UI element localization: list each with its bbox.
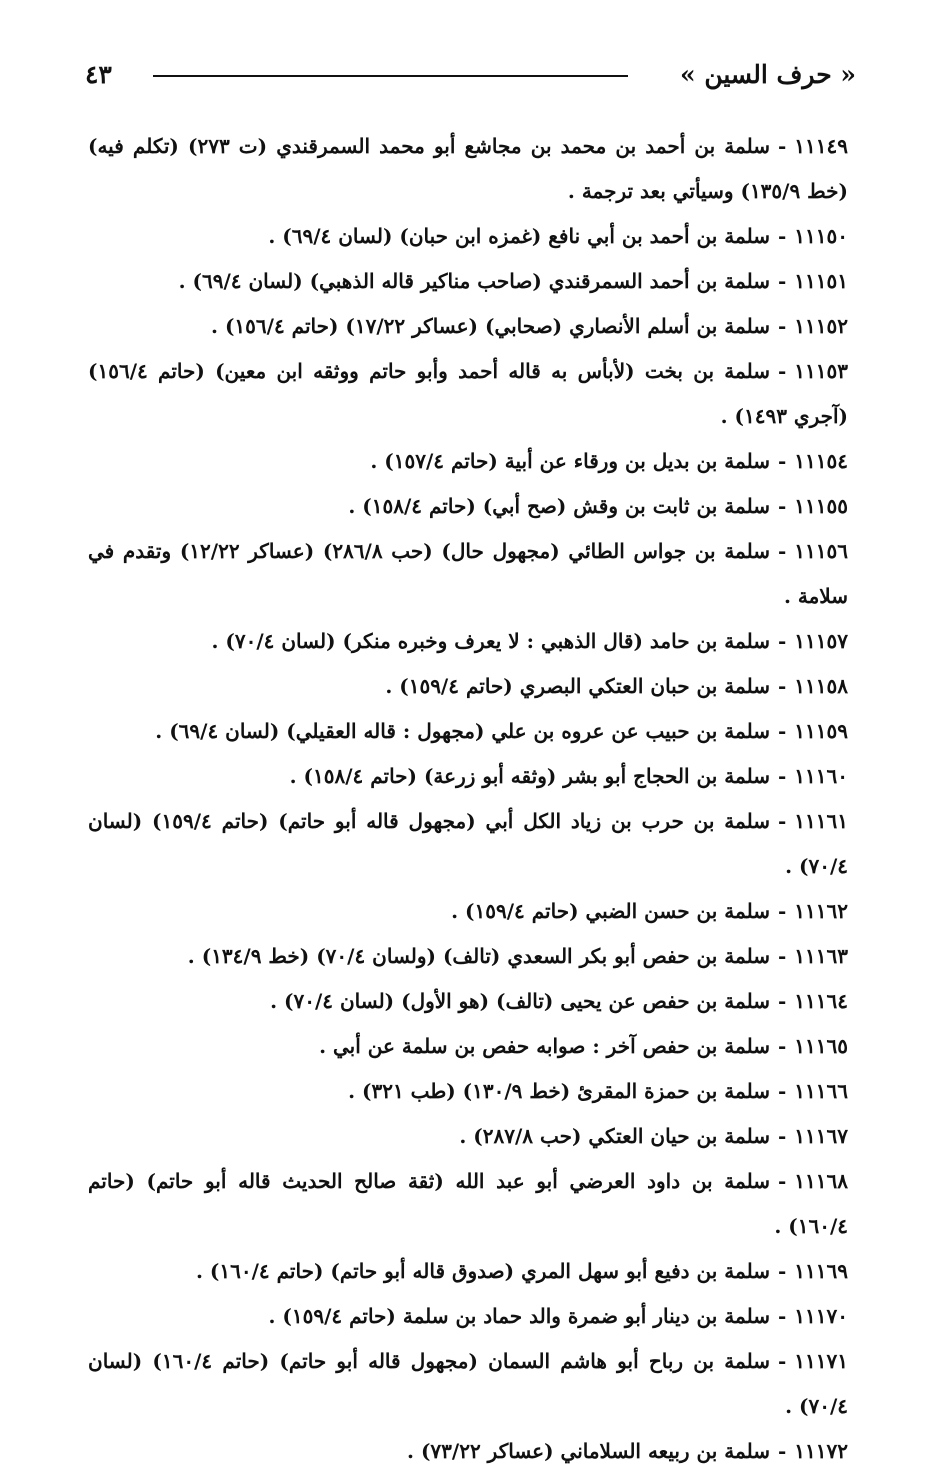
entry-number: ١١١٥٢ <box>794 314 848 338</box>
list-item <box>82 1249 848 1294</box>
list-item <box>82 709 848 754</box>
entry-dash: - <box>777 1439 787 1463</box>
list-item <box>82 214 848 259</box>
header-rule <box>153 75 628 77</box>
list-item <box>82 484 848 529</box>
entry-number: ١١١٦٤ <box>794 989 848 1013</box>
entry-number: ١١١٥٥ <box>794 494 848 518</box>
entry-dash: - <box>777 494 787 518</box>
entry-dash: - <box>777 719 787 743</box>
entry-text: سلمة بن دينار أبو ضمرة والد حماد بن سلمة (حاتم ١٥٩/٤) . <box>268 1304 770 1328</box>
list-item <box>82 349 848 439</box>
entry-text: سلمة بن حامد (قال الذهبي : لا يعرف وخبره منكر) (لسان ٧٠/٤) . <box>211 629 770 653</box>
entry-dash: - <box>777 1124 787 1148</box>
entry-number: ١١١٦٢ <box>794 899 848 923</box>
entry-number: ١١١٦١ <box>794 809 849 833</box>
list-item <box>82 1429 848 1474</box>
list-item <box>82 664 848 709</box>
entry-dash: - <box>777 269 787 293</box>
entry-number: ١١١٦٨ <box>794 1169 848 1193</box>
page-number: ٤٣ <box>85 60 112 89</box>
entry-dash: - <box>777 539 787 563</box>
entry-dash: - <box>777 944 787 968</box>
entry-dash: - <box>777 674 787 698</box>
entry-text: سلمة بن بديل بن ورقاء عن أبية (حاتم ١٥٧/٤) . <box>370 449 770 473</box>
entry-text: سلمة بن حفص أبو بكر السعدي (تالف) (ولسان ٧٠/٤) (خط ١٣٤/٩) . <box>187 944 770 968</box>
entry-number: ١١١٦٣ <box>794 944 848 968</box>
entry-dash: - <box>777 449 787 473</box>
entry-number: ١١١٥٤ <box>794 449 848 473</box>
entry-dash: - <box>777 1079 787 1103</box>
list-item <box>82 304 848 349</box>
list-item <box>82 754 848 799</box>
entry-number: ١١١٤٩ <box>794 134 848 158</box>
entry-dash: - <box>777 1304 787 1328</box>
entry-number: ١١١٧٢ <box>794 1439 848 1463</box>
entry-text: سلمة بن حيان العتكي (حب ٢٨٧/٨) . <box>459 1124 770 1148</box>
list-item <box>82 934 848 979</box>
entry-text: سلمة بن حبيب عن عروه بن علي (مجهول : قاله العقيلي) (لسان ٦٩/٤) . <box>155 719 770 743</box>
list-item <box>82 439 848 484</box>
entry-number: ١١١٦٦ <box>794 1079 848 1103</box>
entry-number: ١١١٥٧ <box>794 629 848 653</box>
entry-dash: - <box>777 899 787 923</box>
list-item <box>82 619 848 664</box>
list-item <box>82 1294 848 1339</box>
entry-number: ١١١٦٧ <box>794 1124 848 1148</box>
entry-text: سلمة بن بخت (لأبأس به قاله أحمد وأبو حاتم ووثقه ابن معين) (حاتم ١٥٦/٤) (آجري ١٤٩٣) . <box>88 359 848 428</box>
list-item <box>82 1069 848 1114</box>
list-item <box>82 529 848 619</box>
entry-number: ١١١٦٥ <box>794 1034 848 1058</box>
entry-text: سلمة بن حرب بن زياد الكل أبي (مجهول قاله أبو حاتم) (حاتم ١٥٩/٤) (لسان ٧٠/٤) . <box>88 809 848 878</box>
entry-text: سلمة بن ربيعه السلاماني (عساكر ٧٣/٢٢) . <box>407 1439 770 1463</box>
entry-dash: - <box>777 629 787 653</box>
entry-dash: - <box>777 764 787 788</box>
entry-text: سلمة بن داود العرضي أبو عبد الله (ثقة صالح الحديث قاله أبو حاتم) (حاتم ١٦٠/٤) . <box>88 1169 848 1238</box>
entry-number: ١١١٥٣ <box>794 359 848 383</box>
entry-number: ١١١٥٦ <box>794 539 849 563</box>
entry-text: سلمة بن أحمد السمرقندي (صاحب مناكير قاله الذهبي) (لسان ٦٩/٤) . <box>178 269 770 293</box>
entry-number: ١١١٥٩ <box>794 719 848 743</box>
entry-text: سلمة بن ثابت بن وقش (صح أبي) (حاتم ١٥٨/٤) . <box>348 494 770 518</box>
entry-text: سلمة بن أسلم الأنصاري (صحابي) (عساكر ١٧/٢٢) (حاتم ١٥٦/٤) . <box>211 314 770 338</box>
entry-number: ١١١٧٠ <box>794 1304 848 1328</box>
entry-text: سلمة بن رباح أبو هاشم السمان (مجهول قاله أبو حاتم) (حاتم ١٦٠/٤) (لسان ٧٠/٤) . <box>88 1349 848 1418</box>
entry-number: ١١١٥١ <box>794 269 848 293</box>
entry-text: سلمة بن حسن الضبي (حاتم ١٥٩/٤) . <box>451 899 770 923</box>
list-item <box>82 979 848 1024</box>
entry-text: سلمة بن الحجاج أبو بشر (وثقه أبو زرعة) (حاتم ١٥٨/٤) . <box>289 764 770 788</box>
entry-number: ١١١٦٠ <box>794 764 848 788</box>
list-item <box>82 889 848 934</box>
list-item <box>82 259 848 304</box>
entry-number: ١١١٦٩ <box>794 1259 848 1283</box>
entry-number: ١١١٥٨ <box>794 674 848 698</box>
list-item <box>82 1024 848 1069</box>
entry-dash: - <box>777 359 787 383</box>
entry-dash: - <box>777 1169 787 1193</box>
page-header <box>85 58 856 94</box>
entry-text: سلمة بن حبان العتكي البصري (حاتم ١٥٩/٤) . <box>385 674 770 698</box>
list-item <box>82 1159 848 1249</box>
list-item <box>82 799 848 889</box>
list-item <box>82 1114 848 1159</box>
entry-dash: - <box>777 314 787 338</box>
entry-text: سلمة بن حفص عن يحيى (تالف) (هو الأول) (لسان ٧٠/٤) . <box>270 989 770 1013</box>
entry-text: سلمة بن حمزة المقرئ (خط ١٣٠/٩) (طب ٣٢١) . <box>348 1079 770 1103</box>
entry-text: سلمة بن أحمد بن محمد بن مجاشع أبو محمد السمرقندي (ت ٢٧٣) (تكلم فيه) (خط ١٣٥/٩) وسيأتي بعد ترجمة . <box>88 134 848 203</box>
entry-text: سلمة بن أحمد بن أبي نافع (غمزه ابن حبان) (لسان ٦٩/٤) . <box>268 224 770 248</box>
entry-dash: - <box>777 989 787 1013</box>
list-item <box>82 124 848 214</box>
entry-number: ١١١٧١ <box>794 1349 849 1373</box>
entry-dash: - <box>777 224 787 248</box>
entry-dash: - <box>777 134 787 158</box>
entry-dash: - <box>777 809 787 833</box>
entry-text: سلمة بن حفص آخر : صوابه حفص بن سلمة عن أبي . <box>319 1034 770 1058</box>
entry-list <box>82 124 848 1474</box>
entry-dash: - <box>777 1259 787 1283</box>
entry-dash: - <box>777 1034 787 1058</box>
entry-number: ١١١٥٠ <box>794 224 848 248</box>
header-title: « حرف السين » <box>680 60 856 89</box>
entry-dash: - <box>777 1349 787 1373</box>
entry-text: سلمة بن دفيع أبو سهل المري (صدوق قاله أبو حاتم) (حاتم ١٦٠/٤) . <box>195 1259 770 1283</box>
entry-text: سلمة بن جواس الطائي (مجهول حال) (حب ٢٨٦/٨) (عساكر ١٢/٢٢) وتقدم في سلامة . <box>88 539 848 608</box>
